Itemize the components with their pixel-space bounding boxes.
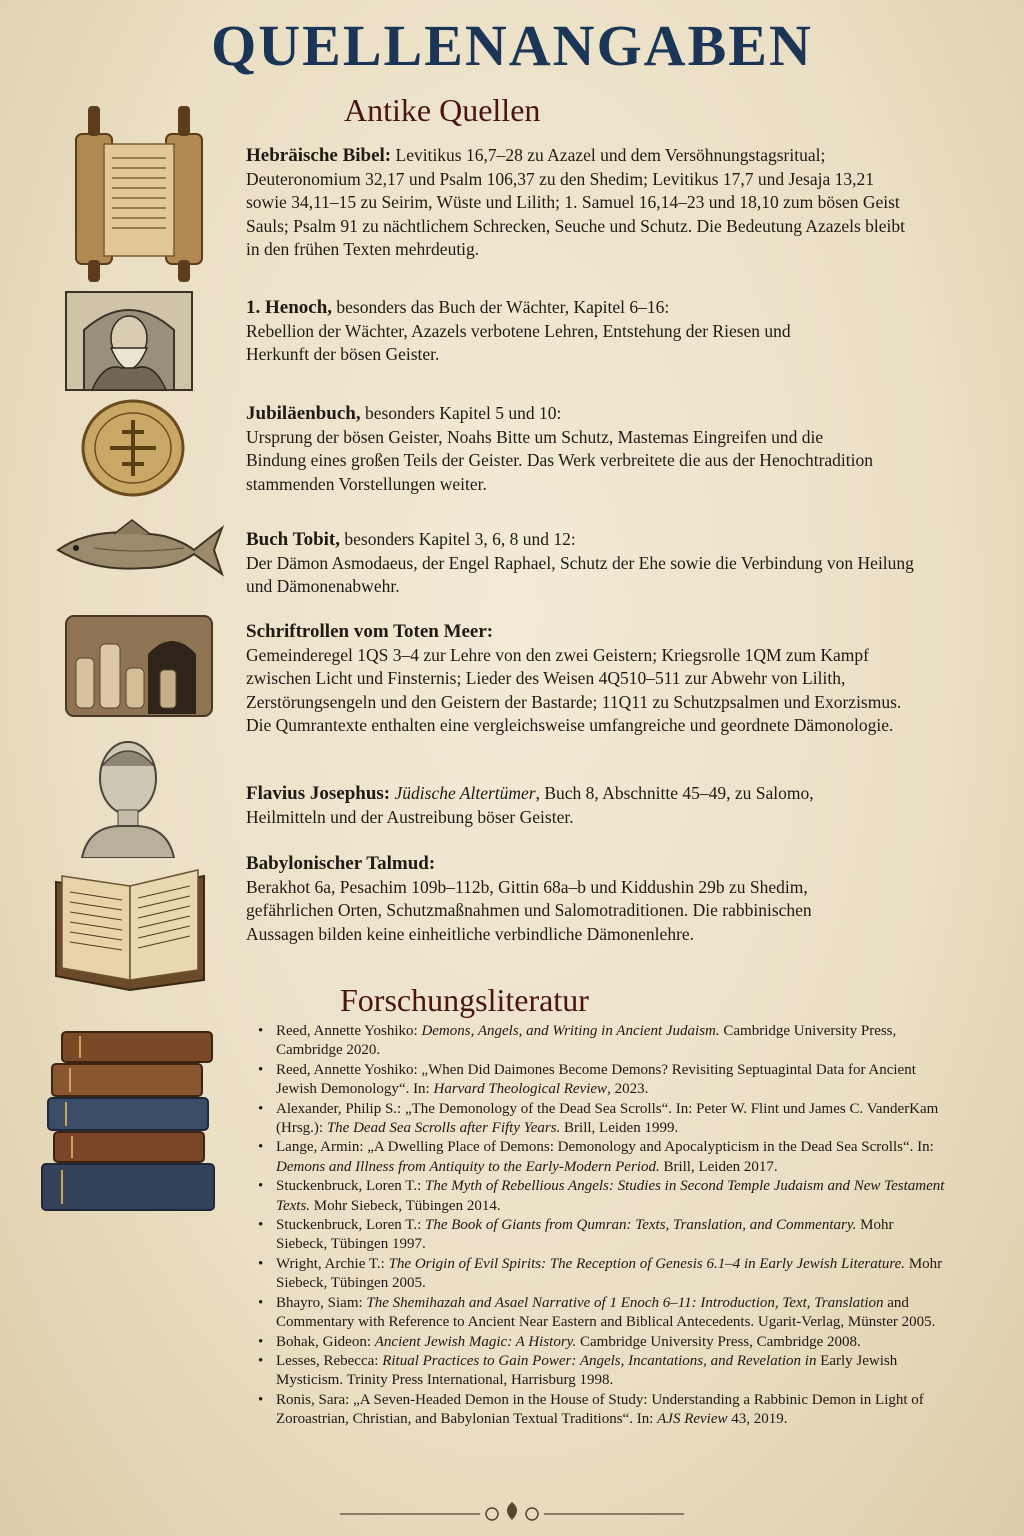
seal-coin-icon xyxy=(80,398,186,498)
reference-item: • Lesses, Rebecca: Ritual Practices to Gain Power: Angels, Incantations, and Revelation in Early Jewish Mysticism. Trinity Press International, Harrisburg 1998. xyxy=(258,1352,948,1391)
torah-scroll-icon xyxy=(58,104,218,284)
entry-hebraeische-bibel xyxy=(246,144,916,262)
reference-item: • Reed, Annette Yoshiko: „When Did Daimones Become Demons? Revisiting Septuagintal Data for Ancient Jewish Demonology“. In: Harvard Theological Review, 2023. xyxy=(258,1061,948,1100)
reference-item: • Bohak, Gideon: Ancient Jewish Magic: A History. Cambridge University Press, Cambridge 2008. xyxy=(258,1333,948,1352)
talmud-book-icon xyxy=(50,862,210,992)
entry-josephus xyxy=(246,782,846,829)
entry-heading: Schriftrollen vom Toten Meer: xyxy=(246,621,494,642)
reference-list xyxy=(258,1022,948,1430)
entry-text: Levitikus 16,7–28 zu Azazel und dem Versöhnungstagsritual; Deuteronomium 32,17 und Psalm 106,37 zu den Shedim; Levitikus 17,7 und Jesaja 13,21 sowie 34,11–15 zu Seirim, Wüste und Lilith; 1. Samuel 16,14–23 und 18,10 zum bösen Geist Sauls; Psalm 91 zu nächtlichem Schrecken, Seuche und Schutz. Die Bedeutung Azazels bleibt in den frühen Texten mehrdeutig. xyxy=(246,145,906,259)
entry-jubilaeenbuch xyxy=(246,402,876,496)
fish-icon xyxy=(54,518,224,580)
reference-item: • Ronis, Sara: „A Seven-Headed Demon in the House of Study: Understanding a Rabbinic Demon in Light of Zoroastrian, Christian, and Babylonian Textual Traditions“. In: AJS Review 43, 2019. xyxy=(258,1391,948,1430)
entry-heading: Flavius Josephus: xyxy=(246,783,391,804)
entry-heading: Hebräische Bibel: xyxy=(246,145,392,166)
entry-work-title: Jüdische Altertümer xyxy=(394,783,536,803)
entry-talmud xyxy=(246,852,856,946)
entry-schriftrollen xyxy=(246,620,916,738)
entry-text: Gemeinderegel 1QS 3–4 zur Lehre von den zwei Geistern; Kriegsrolle 1QM zum Kampf zwischen Licht und Finsternis; Lieder des Weisen 4Q510–511 zur Abwehr von Lilith, Zerstörungsengeln und den Geistern der Bastarde; 11Q11 zu Schutzpsalmen und Exorzismus. Die Qumrantexte enthalten eine vergleichsweise umfangreiche und geordnete Dämonologie. xyxy=(246,644,902,735)
entry-subheading: besonders das Buch der Wächter, Kapitel 6–16: xyxy=(336,297,670,317)
entry-text: Ursprung der bösen Geister, Noahs Bitte um Schutz, Mastemas Eingreifen und die Bindung eines großen Teils der Geister. Das Werk verbreitete die aus der Henochtradition stammenden Vorstellungen weiter. xyxy=(246,426,874,494)
entry-heading: Babylonischer Talmud: xyxy=(246,853,436,874)
reference-item: • Alexander, Philip S.: „The Demonology of the Dead Sea Scrolls“. In: Peter W. Flint und James C. VanderKam (Hrsg.): The Dead Sea Scrolls after Fifty Years. Brill, Leiden 1999. xyxy=(258,1100,948,1139)
entry-tobit xyxy=(246,528,916,599)
entry-text: Der Dämon Asmodaeus, der Engel Raphael, Schutz der Ehe sowie die Verbindung von Heilung und Dämonenabwehr. xyxy=(246,552,914,596)
book-stack-icon xyxy=(40,1026,220,1220)
entry-subheading: besonders Kapitel 5 und 10: xyxy=(364,403,562,423)
reference-item: • Lange, Armin: „A Dwelling Place of Demons: Demonology and Apocalypticism in the Dead Sea Scrolls“. In: Demons and Illness from Antiquity to the Early-Modern Period. Brill, Leiden 2017. xyxy=(258,1138,948,1177)
entry-text: Rebellion der Wächter, Azazels verbotene Lehren, Entstehung der Riesen und Herkunft der bösen Geister. xyxy=(246,320,791,364)
entry-text: , Buch 8, Abschnitte 45–49, zu Salomo, Heilmitteln und der Austreibung böser Geister. xyxy=(246,783,814,827)
enoch-portrait-icon xyxy=(64,290,194,392)
reference-item: • Bhayro, Siam: The Shemihazah and Asael Narrative of 1 Enoch 6–11: Introduction, Text, Translation and Commentary with Reference to Ancient Near Eastern and Biblical Antecedents. Ugarit-Verlag, Münster 2005. xyxy=(258,1294,948,1333)
entry-heading: 1. Henoch, xyxy=(246,297,333,318)
section-heading-antike: Antike Quellen xyxy=(344,92,541,128)
section-heading-forschung: Forschungsliteratur xyxy=(340,982,589,1018)
entry-subheading: besonders Kapitel 3, 6, 8 und 12: xyxy=(344,529,576,549)
entry-heading: Jubiläenbuch, xyxy=(246,403,361,424)
ornament-divider xyxy=(340,1496,684,1526)
page-title: QUELLENANGABEN xyxy=(211,13,813,78)
reference-item: • Stuckenbruck, Loren T.: The Book of Giants from Qumran: Texts, Translation, and Commentary. Mohr Siebeck, Tübingen 1997. xyxy=(258,1216,948,1255)
reference-item: • Reed, Annette Yoshiko: Demons, Angels, and Writing in Ancient Judaism. Cambridge University Press, Cambridge 2020. xyxy=(258,1022,948,1061)
josephus-bust-icon xyxy=(78,736,178,858)
reference-item: • Stuckenbruck, Loren T.: The Myth of Rebellious Angels: Studies in Second Temple Judaism and New Testament Texts. Mohr Siebeck, Tübingen 2014. xyxy=(258,1177,948,1216)
entry-henoch xyxy=(246,296,806,367)
qumran-jars-icon xyxy=(64,614,214,718)
reference-item: • Wright, Archie T.: The Origin of Evil Spirits: The Reception of Genesis 6.1–4 in Early Jewish Literature. Mohr Siebeck, Tübingen 2005. xyxy=(258,1255,948,1294)
entry-heading: Buch Tobit, xyxy=(246,529,340,550)
entry-text: Berakhot 6a, Pesachim 109b–112b, Gittin 68a–b und Kiddushin 29b zu Shedim, gefährlichen Orten, Schutzmaßnahmen und Salomotraditionen. Die rabbinischen Aussagen bilden keine einheitliche verbindliche Dämonenlehre. xyxy=(246,876,812,944)
